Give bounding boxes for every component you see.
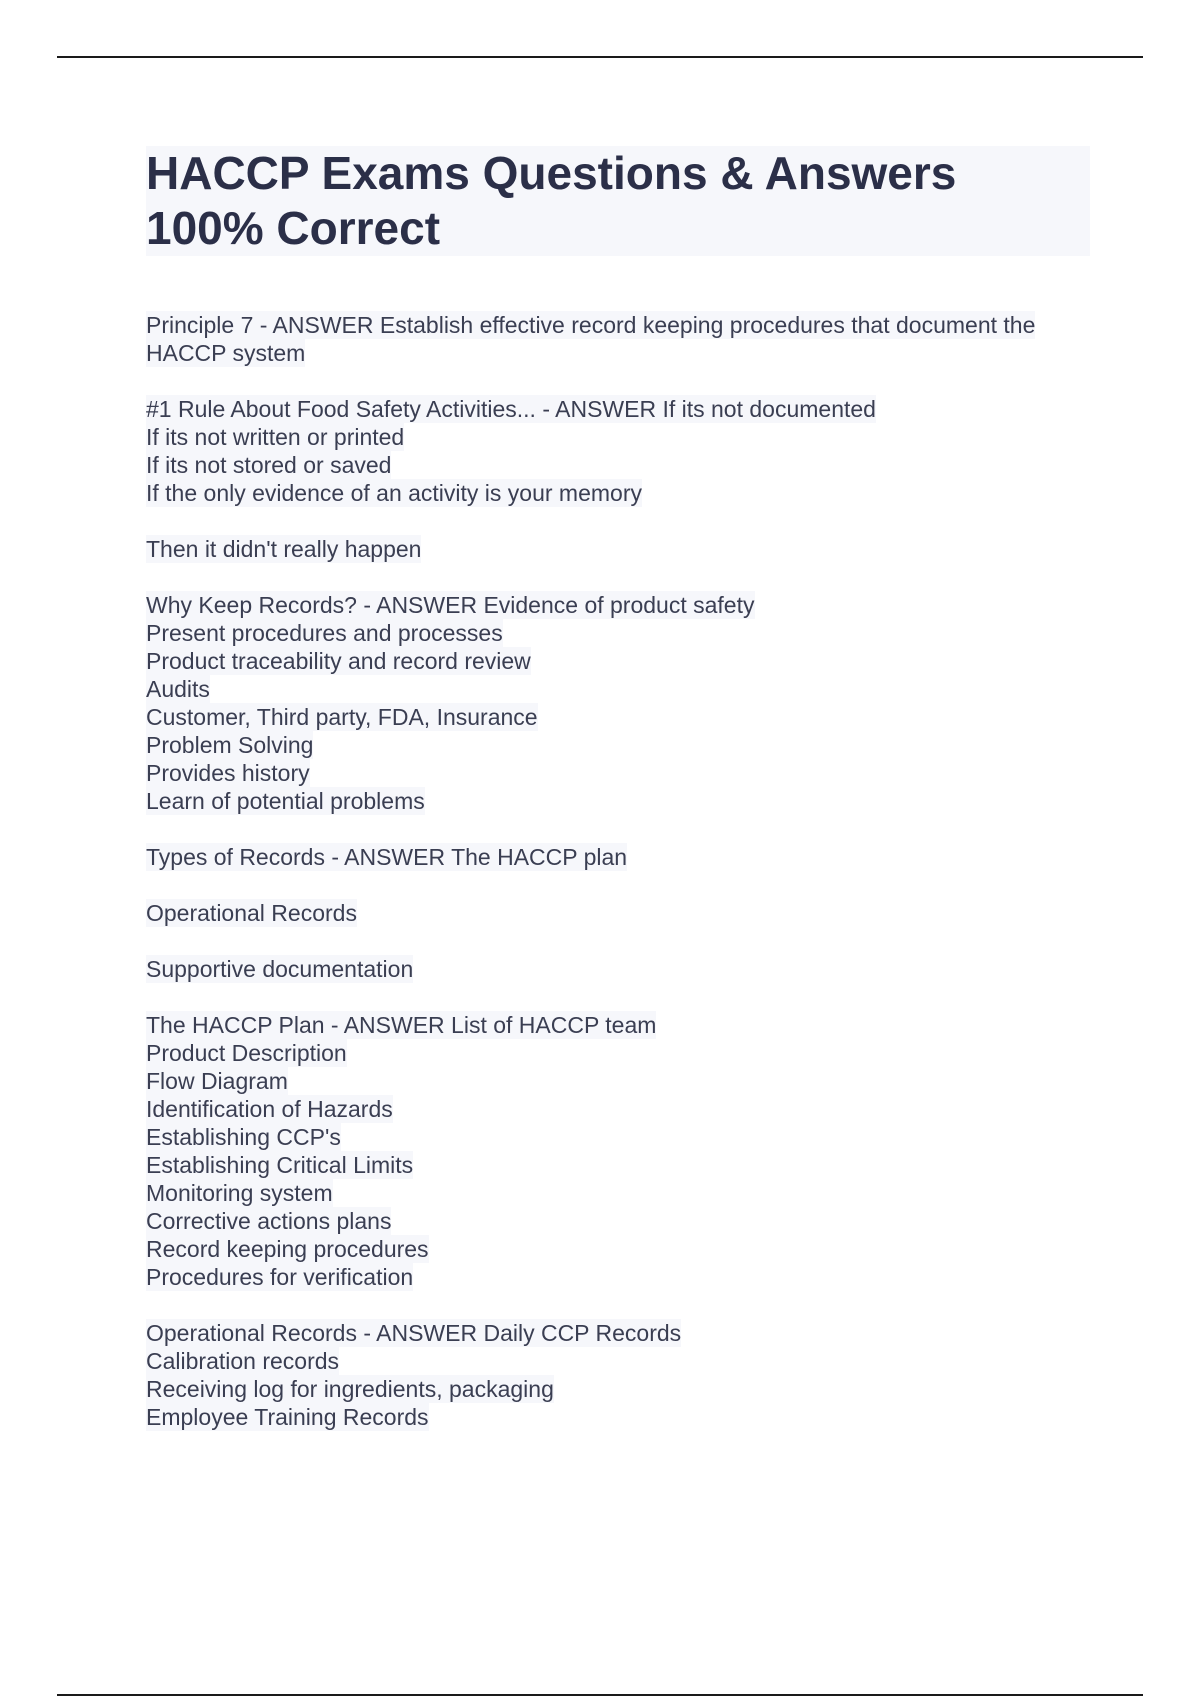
qa-line: Then it didn't really happen (146, 536, 422, 562)
top-rule (57, 56, 1143, 58)
qa-line: Learn of potential problems (146, 788, 425, 814)
qa-line: Flow Diagram (146, 1068, 288, 1094)
qa-line: Monitoring system (146, 1180, 333, 1206)
qa-line: Establishing Critical Limits (146, 1152, 414, 1178)
title-line: HACCP Exams Questions & Answers (146, 147, 957, 199)
qa-line: Corrective actions plans (146, 1208, 392, 1234)
qa-line: If its not written or printed (146, 424, 405, 450)
qa-line: Record keeping procedures (146, 1236, 429, 1262)
title-line: 100% Correct (146, 202, 441, 254)
qa-line: Employee Training Records (146, 1404, 429, 1430)
document-body (146, 146, 1090, 1459)
qa-line: #1 Rule About Food Safety Activities... - ANSWER If its not documented (146, 396, 876, 422)
qa-line: Establishing CCP's (146, 1124, 341, 1150)
qa-line: The HACCP Plan - ANSWER List of HACCP team (146, 1012, 657, 1038)
qa-line: HACCP system (146, 340, 306, 366)
qa-line: Types of Records - ANSWER The HACCP plan (146, 844, 628, 870)
qa-block (146, 899, 1090, 927)
qa-block (146, 591, 1090, 815)
qa-block (146, 395, 1090, 507)
qa-block (146, 1011, 1090, 1291)
qa-line: Calibration records (146, 1348, 340, 1374)
qa-line: Present procedures and processes (146, 620, 503, 646)
qa-line: Operational Records - ANSWER Daily CCP Records (146, 1320, 682, 1346)
bottom-rule (57, 1694, 1143, 1696)
qa-block (146, 843, 1090, 871)
qa-block (146, 955, 1090, 983)
qa-line: Product Description (146, 1040, 347, 1066)
qa-line: Operational Records (146, 900, 357, 926)
qa-line: Product traceability and record review (146, 648, 531, 674)
qa-line: Customer, Third party, FDA, Insurance (146, 704, 538, 730)
document-title (146, 146, 1090, 256)
qa-line: Supportive documentation (146, 956, 414, 982)
qa-line: Identification of Hazards (146, 1096, 393, 1122)
qa-line: Audits (146, 676, 210, 702)
qa-line: If its not stored or saved (146, 452, 392, 478)
qa-line: Problem Solving (146, 732, 314, 758)
qa-line: Receiving log for ingredients, packaging (146, 1376, 554, 1402)
qa-line: Provides history (146, 760, 310, 786)
qa-block (146, 535, 1090, 563)
qa-block (146, 311, 1090, 367)
qa-line: If the only evidence of an activity is your memory (146, 480, 642, 506)
qa-line: Procedures for verification (146, 1264, 414, 1290)
qa-line: Principle 7 - ANSWER Establish effective record keeping procedures that document the (146, 312, 1036, 338)
qa-line: Why Keep Records? - ANSWER Evidence of product safety (146, 592, 755, 618)
qa-block (146, 1319, 1090, 1431)
